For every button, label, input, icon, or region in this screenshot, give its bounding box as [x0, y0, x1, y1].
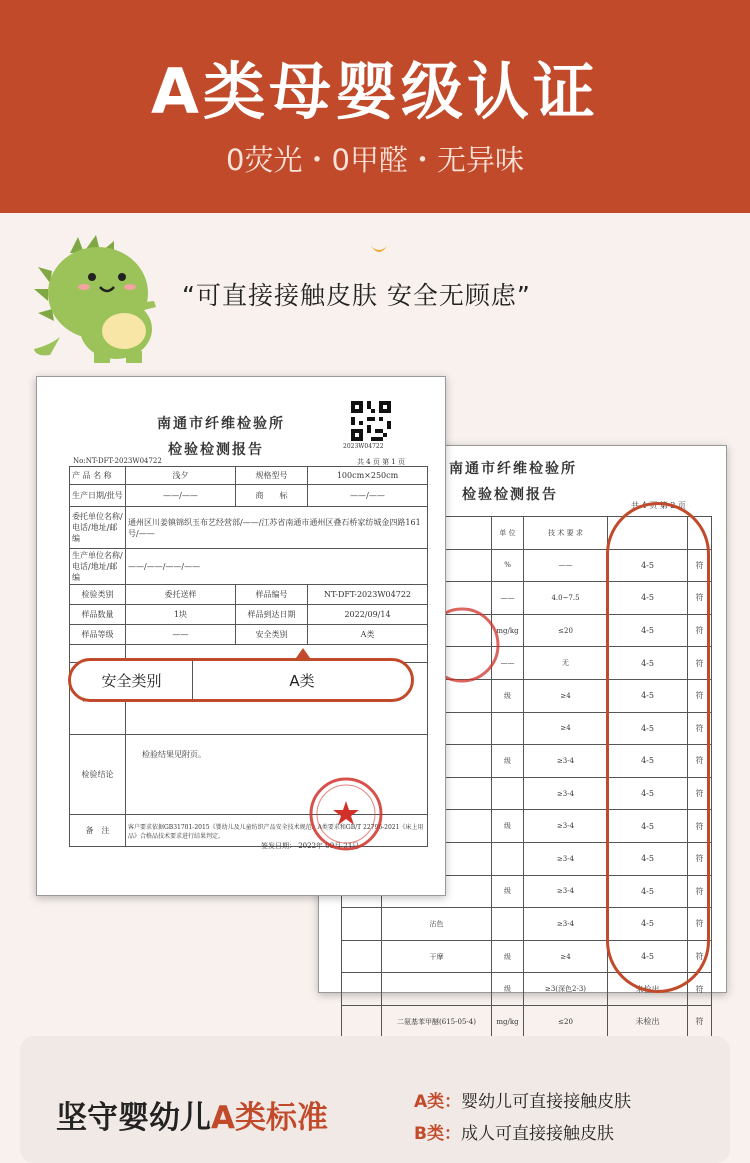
table-cell: 安全类别	[236, 625, 308, 645]
class-b-line	[414, 1119, 614, 1144]
table-cell: ≥3-4	[524, 908, 608, 941]
dino-mascot-icon	[30, 233, 170, 365]
table-cell: ——/——	[126, 485, 236, 507]
table-cell: 1块	[126, 605, 236, 625]
table-cell: ≤20	[524, 614, 608, 647]
front-report-page: 共 4 页 第 1 页	[356, 458, 405, 466]
table-cell: 4.0~7.5	[524, 582, 608, 615]
page-subtitle: 0荧光・0甲醛・无异味	[226, 143, 524, 177]
table-cell: 符	[688, 679, 712, 712]
table-cell: 4-5	[608, 712, 688, 745]
table-cell	[492, 712, 524, 745]
table-cell: 检验结果见附页。	[126, 735, 428, 815]
table-cell: 干摩	[382, 940, 492, 973]
table-row	[70, 605, 428, 625]
table-cell: 未检出	[608, 1005, 688, 1038]
table-cell	[382, 973, 492, 1006]
table-cell: 符	[688, 875, 712, 908]
class-b-key: B类：	[414, 1124, 461, 1144]
class-a-key: A类：	[414, 1092, 462, 1112]
table-cell: 生产日期/批号	[70, 485, 126, 507]
table-cell: %	[492, 549, 524, 582]
table-cell: 符	[688, 712, 712, 745]
table-cell: 生产单位名称/电话/地址/邮编	[70, 549, 126, 585]
table-cell: 符	[688, 777, 712, 810]
table-cell: 符	[688, 940, 712, 973]
table-cell: 4-5	[608, 679, 688, 712]
table-cell: 级	[492, 973, 524, 1006]
table-cell: 100cm×250cm	[308, 467, 428, 485]
table-header-cell: 单 位	[492, 517, 524, 550]
table-cell: ——	[492, 647, 524, 680]
table-cell: 级	[492, 875, 524, 908]
table-cell: mg/kg	[492, 1005, 524, 1038]
sign-date: 签发日期： 2022年 09月 21日	[261, 842, 360, 850]
table-cell: ≥4	[524, 712, 608, 745]
table-cell: 4-5	[608, 908, 688, 941]
table-cell: 4-5	[608, 842, 688, 875]
table-cell: ≥3-4	[524, 745, 608, 778]
table-cell: 样品编号	[236, 585, 308, 605]
standard-title-part1: 坚守婴幼儿	[56, 1100, 211, 1136]
table-cell: ——	[126, 625, 236, 645]
back-report-page: 共 4 页 第 2 页	[631, 501, 686, 510]
standard-title	[56, 1092, 328, 1137]
table-cell: ——/——	[308, 485, 428, 507]
table-cell: 商 标	[236, 485, 308, 507]
table-cell: 符	[688, 908, 712, 941]
table-cell: 4-5	[608, 777, 688, 810]
table-cell: 4-5	[608, 614, 688, 647]
table-cell: 符	[688, 973, 712, 1006]
table-cell: 产 品 名 称	[70, 467, 126, 485]
table-cell: 符	[688, 582, 712, 615]
table-row	[70, 585, 428, 605]
class-b-text: 成人可直接接触皮肤	[460, 1124, 614, 1144]
back-report-name: 检验检测报告	[462, 487, 558, 503]
safety-category-highlight	[68, 658, 414, 702]
table-cell: 级	[492, 810, 524, 843]
table-row	[70, 467, 428, 485]
table-cell: ≥4	[524, 940, 608, 973]
table-cell: 4-5	[608, 940, 688, 973]
table-cell: 无	[524, 647, 608, 680]
qr-code-icon	[351, 401, 391, 441]
page-title: A类母婴级认证	[151, 55, 599, 128]
table-cell: 通州区川姜镇锦织玉布艺经营部/——/江苏省南通市通州区叠石桥家纺城金四路161号/——	[126, 507, 428, 549]
table-cell: ——	[524, 549, 608, 582]
table-cell: 2022/09/14	[308, 605, 428, 625]
table-cell: 级	[492, 679, 524, 712]
standard-title-part2: A类标准	[211, 1100, 328, 1136]
table-cell: 样品等级	[70, 625, 126, 645]
table-cell: 4-5	[608, 647, 688, 680]
table-cell: NT-DFT-2023W04722	[308, 585, 428, 605]
table-cell: ≥3-4	[524, 777, 608, 810]
table-cell: 委托送样	[126, 585, 236, 605]
table-row	[70, 549, 428, 585]
table-cell: ≥3(深色2-3)	[524, 973, 608, 1006]
table-cell: 符	[688, 1005, 712, 1038]
table-cell: 检验类别	[70, 585, 126, 605]
table-cell: A类	[308, 625, 428, 645]
table-cell: 4-5	[608, 810, 688, 843]
table-cell: ≤20	[524, 1005, 608, 1038]
table-cell	[342, 973, 382, 1006]
table-cell: 符	[688, 810, 712, 843]
table-row	[342, 1005, 712, 1038]
table-cell: ——/——/——/——	[126, 549, 428, 585]
table-row	[70, 485, 428, 507]
table-cell	[342, 908, 382, 941]
table-cell	[492, 777, 524, 810]
results-highlight-oval	[606, 502, 710, 993]
table-row	[70, 507, 428, 549]
table-cell: 未检出	[608, 973, 688, 1006]
table-cell: ≥3-4	[524, 875, 608, 908]
table-cell: 客户要求依据GB31701-2015《婴幼儿及儿童纺织产品安全技术规范》A类要求和GB/T 22796-2021《床上用品》合格品技术要求进行结果判定。	[126, 815, 428, 847]
table-cell: ≥4	[524, 679, 608, 712]
table-cell: 备 注	[70, 815, 126, 847]
table-cell: 样品数量	[70, 605, 126, 625]
back-report-institute: 南通市纤维检验所	[449, 461, 577, 477]
class-a-line	[414, 1087, 631, 1112]
front-report-name: 检验检测报告	[168, 442, 264, 458]
red-seal-icon	[307, 775, 385, 853]
table-cell: 级	[492, 940, 524, 973]
table-cell	[342, 940, 382, 973]
table-cell	[492, 842, 524, 875]
table-cell: 符	[688, 647, 712, 680]
table-cell: 符	[688, 842, 712, 875]
table-cell: 4-5	[608, 875, 688, 908]
table-cell: 样品到达日期	[236, 605, 308, 625]
qr-number: 2023W04722	[343, 443, 384, 450]
table-cell: 规格型号	[236, 467, 308, 485]
table-cell: 委托单位名称/电话/地址/邮编	[70, 507, 126, 549]
table-cell: 检验结论	[70, 735, 126, 815]
table-cell: 4-5	[608, 549, 688, 582]
table-cell: mg/kg	[492, 614, 524, 647]
table-cell: 符	[688, 614, 712, 647]
class-a-text: 婴幼儿可直接接触皮肤	[461, 1092, 632, 1112]
table-cell: ≥3-4	[524, 842, 608, 875]
table-cell: 符	[688, 549, 712, 582]
slogan-text: “可直接接触皮肤 安全无顾虑”	[182, 281, 531, 310]
test-report-page-1	[36, 376, 446, 896]
table-cell	[492, 908, 524, 941]
report-number: No:NT-DFT-2023W04722	[73, 457, 162, 465]
table-cell	[342, 1005, 382, 1038]
table-cell: 二氨基苯甲醚(615-05-4)	[382, 1005, 492, 1038]
table-cell: 符	[688, 745, 712, 778]
table-cell: 沾色	[382, 908, 492, 941]
highlight-pointer	[296, 648, 310, 658]
table-row	[70, 625, 428, 645]
heart-icon	[370, 244, 388, 256]
highlight-value: A类	[289, 671, 315, 690]
header-banner	[0, 0, 750, 213]
table-cell: 4-5	[608, 745, 688, 778]
front-report-institute: 南通市纤维检验所	[157, 416, 285, 432]
highlight-label: 安全类别	[71, 661, 193, 699]
table-header-cell: 技 术 要 求	[524, 517, 608, 550]
table-cell: 4-5	[608, 582, 688, 615]
table-cell: 级	[492, 745, 524, 778]
table-cell: 浅夕	[126, 467, 236, 485]
table-cell: ≥3-4	[524, 810, 608, 843]
table-cell: ——	[492, 582, 524, 615]
